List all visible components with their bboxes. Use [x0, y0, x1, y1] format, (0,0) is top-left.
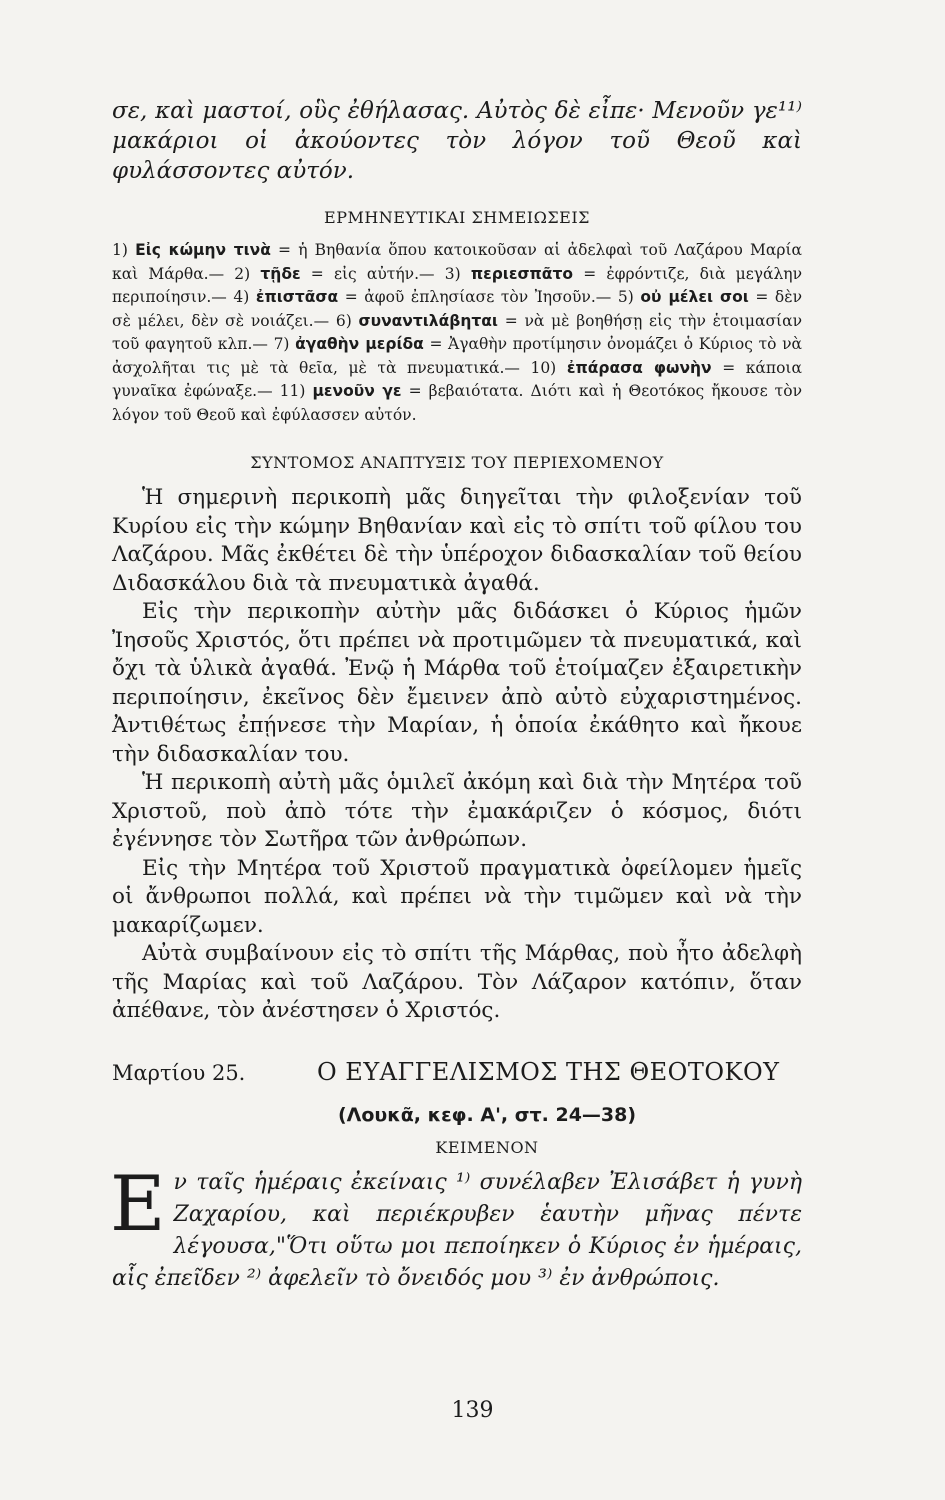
drop-cap: Ε [110, 1158, 166, 1248]
note-10: 10) ἐπάρασα φωνὴν = κάποια γυναῖκα ἐφώναξε.— [112, 358, 802, 400]
book-page [112, 96, 802, 1295]
notes-heading: ΕΡΜΗΝΕΥΤΙΚΑΙ ΣΗΜΕΙΩΣΕΙΣ [324, 208, 590, 227]
note-4: 4) ἐπιστᾶσα = ἀφοῦ ἐπλησίασε τὸν Ἰησοῦν.— [233, 288, 612, 306]
section-title: Ο ΕΥΑΓΓΕΛΙΣΜΟΣ ΤΗΣ ΘΕΟΤΟΚΟΥ [317, 1057, 780, 1086]
note-1: 1) Εἰς κώμην τινὰ = ἡ Βηθανία ὅπου κατοικοῦσαν αἱ ἀδελφαὶ τοῦ Λαζάρου Μαρία καὶ Μάρθα.— [112, 241, 802, 283]
summary-paragraph: Ἡ περικοπὴ αὐτὴ μᾶς ὁμιλεῖ ἀκόμη καὶ διὰ τὴν Μητέρα τοῦ Χριστοῦ, ποὺ ἀπὸ τότε τὴν ἐμακάριζεν ὁ κόσμος, διότι ἐγέννησε τὸν Σωτῆρα τῶν ἀνθρώπων. [112, 770, 802, 852]
note-7: 7) ἀγαθὴν μερίδα = Ἀγαθὴν προτίμησιν ὀνομάζει ὁ Κύριος τὸ νὰ ἀσχολῆται τις μὲ τὰ θεῖα, μὲ τὰ πνευματικά.— [112, 335, 802, 377]
page-number: 139 [451, 1398, 494, 1423]
note-2: 2) τῇδε = εἰς αὐτήν.— [234, 264, 435, 283]
text-heading: ΚΕΙΜΕΝΟΝ [435, 1137, 539, 1157]
summary-section [112, 484, 802, 1026]
intro-paragraph: σε, καὶ μαστοί, οὓς ἐθήλασας. Αὐτὸς δὲ εἶπε· Μενοῦν γε¹¹⁾ μακάριοι οἱ ἀκούοντες τὸν λόγον τοῦ Θεοῦ καὶ φυλάσσοντες αὐτόν. [112, 98, 802, 184]
summary-paragraph: Εἰς τὴν Μητέρα τοῦ Χριστοῦ πραγματικὰ ὀφείλομεν ἡμεῖς οἱ ἄνθρωποι πολλά, καὶ πρέπει νὰ τὴν τιμῶμεν καὶ νὰ τὴν μακαρίζωμεν. [112, 855, 802, 938]
section-title-row [112, 1058, 802, 1086]
summary-paragraph: Εἰς τὴν περικοπὴν αὐτὴν μᾶς διδάσκει ὁ Κύριος ἡμῶν Ἰησοῦς Χριστός, ὅτι πρέπει νὰ προτιμῶμεν τὰ πνευματικά, καὶ ὄχι τὰ ὑλικὰ ἀγαθά. Ἐνῷ ἡ Μάρθα τοῦ ἑτοίμαζεν ἐξαιρετικὴν περιποίησιν, ἐκεῖνος δὲν ἔμεινεν ἀπὸ αὐτὸ εὐχαριστημένος. Ἀντιθέτως ἐπῄνεσε τὴν Μαρίαν, ἡ ὁποία ἐκάθητο καὶ ἤκουε τὴν διδασκαλίαν του. [112, 599, 802, 767]
note-5: 5) οὐ μέλει σοι = δὲν σὲ μέλει, δὲν σὲ νοιάζει.— [112, 288, 802, 330]
summary-paragraph: Αὐτὰ συμβαίνουν εἰς τὸ σπίτι τῆς Μάρθας, ποὺ ἦτο ἀδελφὴ τῆς Μαρίας καὶ τοῦ Λαζάρου. Τὸν Λάζαρον κατόπιν, ὅταν ἀπέθανε, τὸν ἀνέστησεν ὁ Χριστός. [112, 941, 802, 1023]
note-3: 3) περιεσπᾶτο = ἐφρόντιζε, διὰ μεγάλην περιποίησιν.— [112, 264, 802, 306]
gospel-text [110, 1158, 802, 1295]
scripture-reference: (Λουκᾶ, κεφ. Α', στ. 24—38) [337, 1103, 637, 1126]
gospel-paragraph: ν ταῖς ἡμέραις ἐκείναις ¹⁾ συνέλαβεν Ἐλισάβετ ἡ γυνὴ Ζαχαρίου, καὶ περιέκρυβεν ἑαυτὴν μῆνας πέντε λέγουσα,"Ὅτι οὕτω μοι πεποίηκεν ὁ Κύριος ἐν ἡμέραις, αἷς ἐπεῖδεν ²⁾ ἀφελεῖν τὸ ὄνειδός μου ³⁾ ἐν ἀνθρώποις. [112, 1169, 802, 1291]
notes-paragraph [112, 239, 802, 427]
section-date: Μαρτίου 25. [112, 1060, 246, 1085]
note-6: 6) συναντιλάβηται = νὰ μὲ βοηθήσῃ εἰς τὴν ἑτοιμασίαν τοῦ φαγητοῦ κλπ.— [112, 311, 803, 353]
summary-heading: ΣΥΝΤΟΜΟΣ ΑΝΑΠΤΥΞΙΣ ΤΟΥ ΠΕΡΙΕΧΟΜΕΝΟΥ [250, 453, 664, 472]
summary-paragraph: Ἡ σημερινὴ περικοπὴ μᾶς διηγεῖται τὴν φιλοξενίαν τοῦ Κυρίου εἰς τὴν κώμην Βηθανίαν καὶ εἰς τὸ σπίτι τοῦ φίλου του Λαζάρου. Μᾶς ἐκθέτει δὲ τὴν ὑπέροχον διδασκαλίαν τοῦ θείου Διδασκάλου διὰ τὰ πνευματικὰ ἀγαθά. [112, 485, 802, 596]
note-11: 11) μενοῦν γε = βεβαιότατα. Διότι καὶ ἡ Θεοτόκος ἤκουσε τὸν λόγον τοῦ Θεοῦ καὶ ἐφύλασσεν αὐτόν. [112, 382, 803, 424]
